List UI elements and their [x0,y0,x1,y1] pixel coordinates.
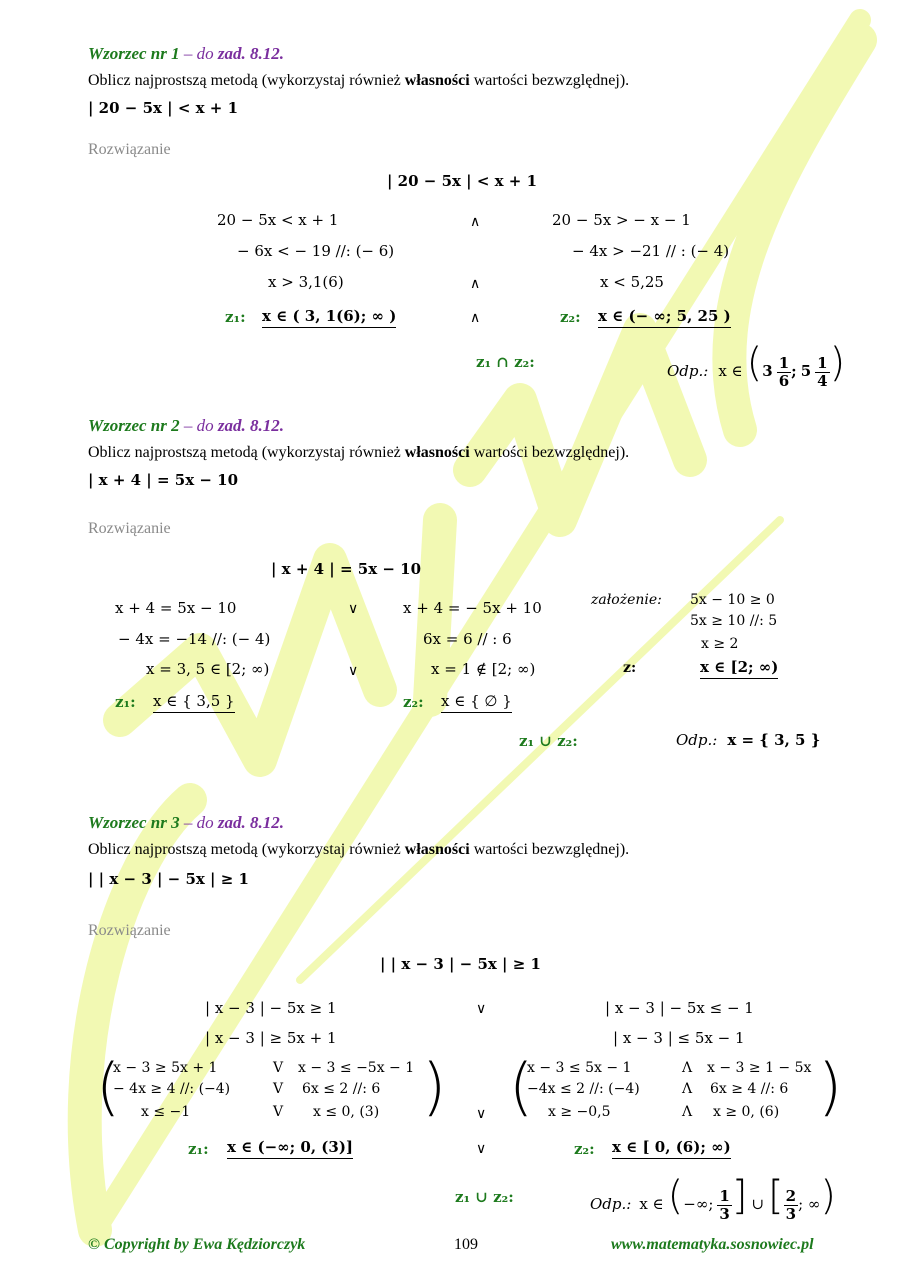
section2-union-label: z₁ ∪ z₂: [519,732,578,750]
section3-odp-open-bracket: [ [768,1173,784,1219]
section1-odp-den2: 4 [817,371,828,390]
section3-left-top-2: | x − 3 | ≥ 5x + 1 [205,1029,337,1047]
section1-odp-close-paren: ) [829,340,846,386]
section3-right-sys-op-1: Λ [682,1060,693,1076]
section2-task-post: wartości bezwzględnej). [469,444,630,461]
section3-odp-label: Odp.: [590,1195,632,1213]
section3-odp-fraction2 [784,1188,798,1222]
section3-left-sys-close-paren: ) [422,1050,447,1123]
section2-z2-label: z₂: [403,693,424,711]
section1-right-line-1: 20 − 5x > − x − 1 [552,211,691,229]
section1-odp-prefix: x ∈ [718,362,743,380]
section3-right-top-2: | x − 3 | ≤ 5x − 1 [613,1029,745,1047]
section1-z1-value: x ∈ ( 3, 1(6); ∞ ) [262,307,396,328]
section1-odp-whole1: 3 [762,362,773,380]
section3-solution-label: Rozwiązanie [88,922,171,939]
section1-odp-fraction1 [777,355,791,389]
section2-center-expression: | x + 4 | = 5x − 10 [271,560,422,578]
section2-task [88,444,629,462]
section2-z1-label: z₁: [115,693,136,711]
section3-odp-den2: 3 [785,1204,797,1223]
section3-task [88,841,629,859]
section3-left-sys-a-1: x − 3 ≥ 5x + 1 [113,1060,218,1076]
section2-assumption-line-2: 5x ≥ 10 //: 5 [690,613,778,629]
section3-header-title: Wzorzec nr 3 [88,813,180,832]
section3-odp-num1: 1 [719,1187,730,1206]
section3-odp-close-paren: ) [820,1173,837,1219]
section3-left-sys-a-2: − 4x ≥ 4 //: (−4) [113,1081,231,1097]
section2-header-zad: zad. 8.12. [217,416,284,435]
section3-odp-union: ∪ [751,1195,765,1213]
section3-z2-value: x ∈ [ 0, (6); ∞) [612,1138,731,1159]
section3-task-pre: Oblicz najprostszą metodą (wykorzystaj również [88,841,405,858]
section3-odp-open-paren: ( [667,1173,684,1219]
section3-odp-part2: ; ∞ [798,1195,821,1213]
section3-right-sys-open-paren: ( [509,1050,534,1123]
section3-or-op-1: ∨ [476,1001,487,1017]
section1-solution-label: Rozwiązanie [88,141,171,158]
section1-answer [667,340,845,389]
section3-left-sys-op-2: V [273,1081,284,1097]
section1-header-zad: zad. 8.12. [217,44,284,63]
section3-odp-close-bracket: ] [731,1173,748,1219]
section3-task-post: wartości bezwzględnej). [469,841,630,858]
footer-page-number: 109 [454,1236,478,1253]
section1-center-expression: | 20 − 5x | < x + 1 [387,172,538,190]
section3-right-sys-a-1: x − 3 ≤ 5x − 1 [527,1060,632,1076]
footer-website-link[interactable]: www.matematyka.sosnowiec.pl [611,1236,814,1253]
section2-answer [676,731,820,750]
section1-right-line-3: x < 5,25 [600,273,664,291]
section3-right-sys-a-3: x ≥ −0,5 [548,1104,611,1120]
section2-expression: | x + 4 | = 5x − 10 [88,471,239,489]
section2-left-line-2: − 4x = −14 //: (− 4) [118,630,271,648]
footer-copyright: © Copyright by Ewa Kędziorczyk [88,1236,306,1253]
section1-header-title: Wzorzec nr 1 [88,44,180,63]
section3-right-sys-b-1: x − 3 ≥ 1 − 5x [707,1060,812,1076]
section3-left-top-1: | x − 3 | − 5x ≥ 1 [205,999,337,1017]
section3-odp-part1: −∞; [683,1195,714,1213]
section2-z1-value: x ∈ { 3,5 } [153,692,235,713]
section1-intersection-label: z₁ ∩ z₂: [476,353,535,371]
section1-z2-label: z₂: [560,308,581,326]
section3-odp-prefix: x ∈ [639,1195,664,1213]
section3-z1-value: x ∈ (−∞; 0, (3)] [227,1138,353,1159]
section1-odp-label: Odp.: [667,362,709,380]
section1-header [88,44,284,64]
section1-odp-num1: 1 [778,354,790,373]
section1-and-op-3: ∧ [470,310,481,326]
section1-and-op-1: ∧ [470,214,481,230]
section3-odp-den1: 3 [719,1204,730,1223]
section3-header-dash: – do [179,813,218,832]
section1-left-line-2: − 6x < − 19 //: (− 6) [237,242,395,260]
section2-z-label: z: [623,660,637,676]
section3-left-sys-b-2: 6x ≤ 2 //: 6 [302,1081,381,1097]
section3-left-sys-a-3: x ≤ −1 [141,1104,191,1120]
section3-right-sys-op-3: Λ [682,1104,693,1120]
section2-solution-label: Rozwiązanie [88,520,171,537]
section3-answer [590,1173,836,1222]
section3-union-label: z₁ ∪ z₂: [455,1188,514,1206]
section2-assumption-label: założenie: [591,592,662,608]
section1-odp-den1: 6 [778,371,790,390]
section2-z-value: x ∈ [2; ∞) [700,658,778,679]
section3-left-sys-b-3: x ≤ 0, (3) [313,1104,380,1120]
section2-assumption-line-1: 5x − 10 ≥ 0 [690,592,775,608]
section3-z1-label: z₁: [188,1140,209,1158]
section3-right-sys-a-2: −4x ≤ 2 //: (−4) [527,1081,640,1097]
section3-task-bold: własności [404,841,470,858]
section1-left-line-1: 20 − 5x < x + 1 [217,211,339,229]
section1-expression: | 20 − 5x | < x + 1 [88,99,239,117]
section2-or-op-2: ∨ [348,663,359,679]
section3-header-zad: zad. 8.12. [217,813,284,832]
section1-odp-open-paren: ( [746,340,763,386]
section1-task-pre: Oblicz najprostszą metodą (wykorzystaj również [88,72,405,89]
section3-odp-fraction1 [717,1188,731,1222]
section3-odp-num2: 2 [785,1187,797,1206]
section3-header [88,813,284,833]
section2-right-line-3: x = 1 ∉ [2; ∞) [431,660,536,678]
section1-odp-num2: 1 [817,354,828,373]
section1-z2-value: x ∈ (− ∞; 5, 25 ) [598,307,731,328]
section3-expression: | | x − 3 | − 5x | ≥ 1 [88,870,249,888]
section1-right-line-2: − 4x > −21 // : (− 4) [572,242,730,260]
section1-z1-label: z₁: [225,308,246,326]
section3-left-sys-op-3: V [273,1104,284,1120]
section2-header-title: Wzorzec nr 2 [88,416,180,435]
section3-right-sys-close-paren: ) [818,1050,843,1123]
section1-and-op-2: ∧ [470,276,481,292]
section1-header-dash: – do [179,44,218,63]
section1-task [88,72,629,90]
section1-task-post: wartości bezwzględnej). [469,72,630,89]
section2-header [88,416,284,436]
section2-left-line-1: x + 4 = 5x − 10 [115,599,237,617]
section2-right-line-1: x + 4 = − 5x + 10 [403,599,542,617]
section3-right-sys-b-2: 6x ≥ 4 //: 6 [710,1081,789,1097]
section1-task-bold: własności [404,72,470,89]
section2-z2-value: x ∈ { ∅ } [441,692,512,713]
section1-left-line-3: x > 3,1(6) [268,273,344,291]
section3-or-op-3: ∨ [476,1141,487,1157]
section2-or-op-1: ∨ [348,601,359,617]
section2-left-line-3: x = 3, 5 ∈ [2; ∞) [146,660,270,678]
section3-center-expression: | | x − 3 | − 5x | ≥ 1 [380,955,541,973]
section3-left-sys-op-1: V [273,1060,284,1076]
section2-odp-label: Odp.: [676,731,718,749]
section3-right-sys-b-3: x ≥ 0, (6) [713,1104,780,1120]
section3-right-top-1: | x − 3 | − 5x ≤ − 1 [605,999,754,1017]
section1-odp-sep: ; [791,362,797,380]
section3-right-sys-op-2: Λ [682,1081,693,1097]
section2-header-dash: – do [179,416,218,435]
section3-or-op-2: ∨ [476,1106,487,1122]
section3-left-sys-b-1: x − 3 ≤ −5x − 1 [298,1060,415,1076]
section3-z2-label: z₂: [574,1140,595,1158]
section1-odp-fraction2 [815,355,829,389]
section2-right-line-2: 6x = 6 // : 6 [423,630,512,648]
section2-task-pre: Oblicz najprostszą metodą (wykorzystaj również [88,444,405,461]
section1-odp-whole2: 5 [800,362,812,380]
section2-assumption-line-3: x ≥ 2 [701,636,739,652]
section2-task-bold: własności [404,444,470,461]
section2-odp-value: x = { 3, 5 } [727,731,821,749]
section3-left-sys-open-paren: ( [96,1050,121,1123]
